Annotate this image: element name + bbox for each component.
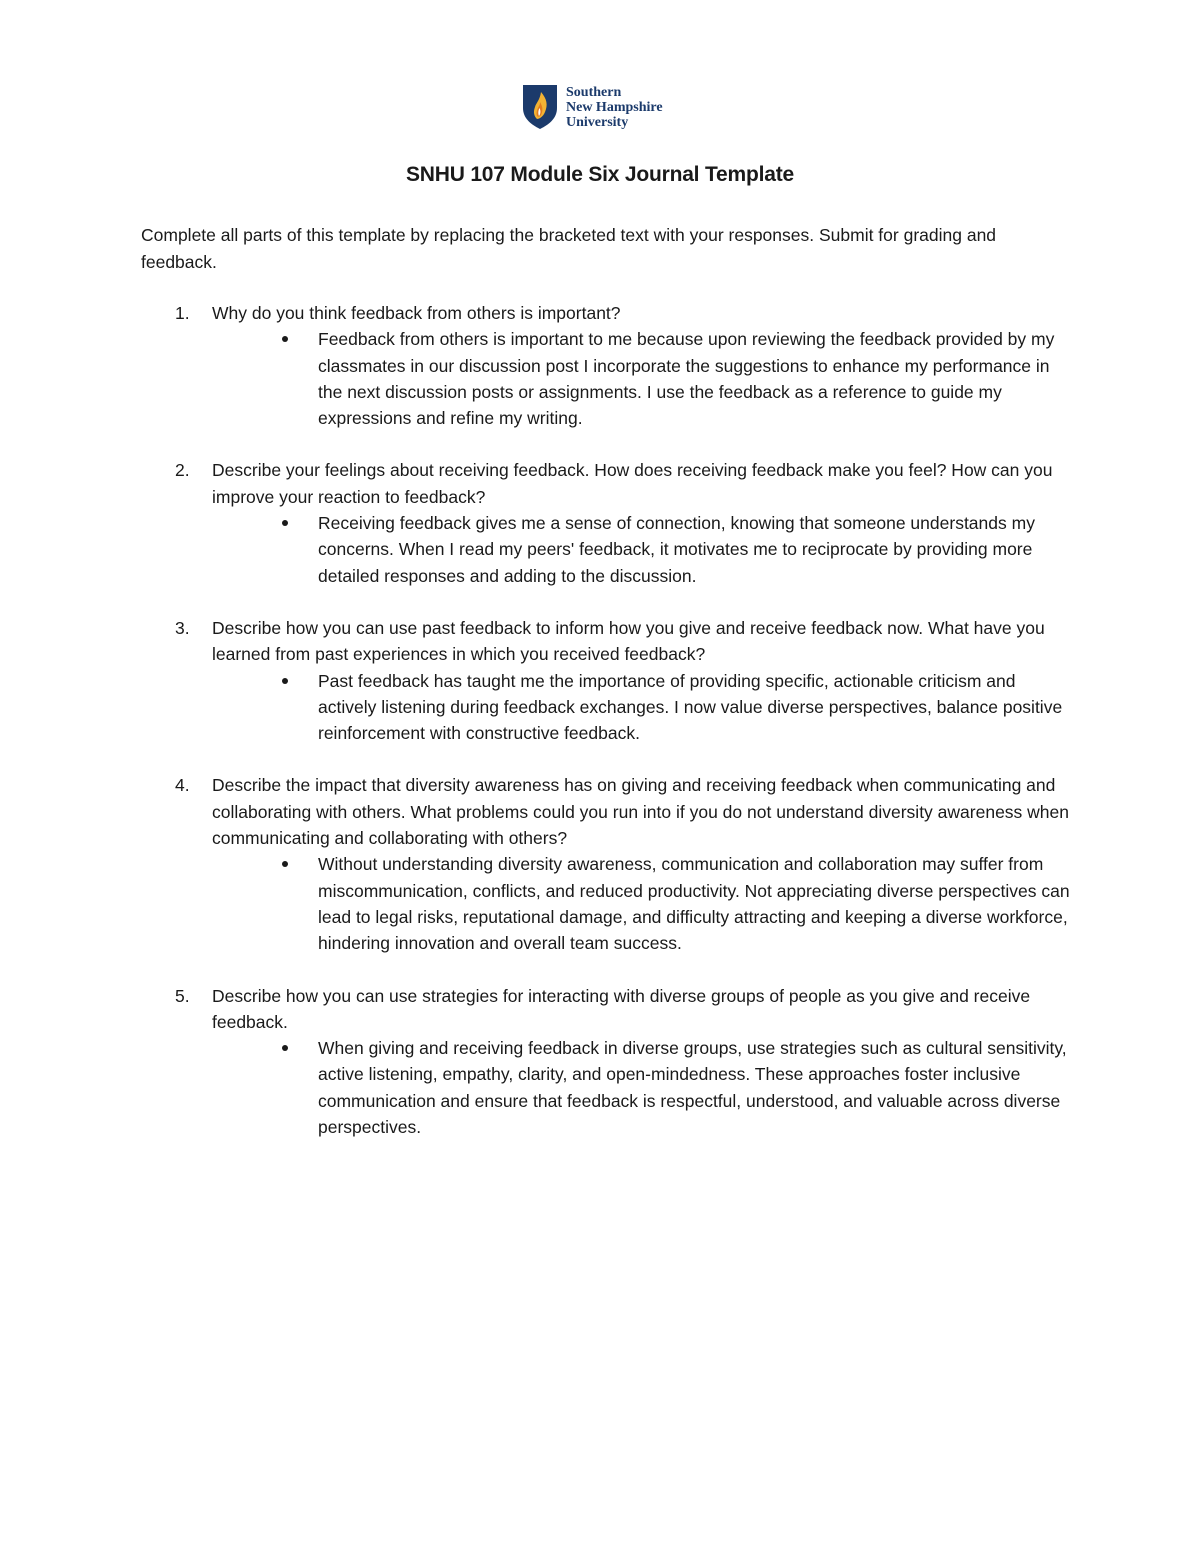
logo-line: New Hampshire bbox=[566, 100, 663, 115]
question-text: Describe how you can use strategies for interacting with diverse groups of people as you give and receive feedback. bbox=[212, 985, 1031, 1032]
answer-text: When giving and receiving feedback in diverse groups, use strategies such as cultural sensitivity, active listening, empathy, clarity, and open-mindedness. These approaches foster inclusive communication and ensure that feedback is respectful, understood, and valuable across diverse perspectives. bbox=[318, 1038, 1067, 1138]
answer-item bbox=[212, 1035, 1071, 1140]
question-list bbox=[141, 300, 1071, 1166]
question-text: Why do you think feedback from others is important? bbox=[212, 303, 621, 323]
answer-item bbox=[212, 510, 1071, 589]
question-number: 5. bbox=[175, 985, 190, 1006]
bullet-icon bbox=[282, 678, 288, 684]
question-item bbox=[141, 772, 1071, 956]
answer-list bbox=[212, 668, 1071, 747]
question-item bbox=[141, 983, 1071, 1141]
answer-item bbox=[212, 326, 1071, 431]
answer-list bbox=[212, 851, 1071, 956]
question-number: 2. bbox=[175, 460, 190, 481]
question-item bbox=[141, 300, 1071, 431]
logo-line: Southern bbox=[566, 85, 622, 100]
logo-line: University bbox=[566, 115, 629, 130]
shield-flame-icon bbox=[522, 84, 558, 130]
question-item bbox=[141, 457, 1071, 588]
question-number: 1. bbox=[175, 303, 190, 323]
logo-wordmark bbox=[566, 85, 663, 130]
question-text: Describe the impact that diversity awareness has on giving and receiving feedback when communicating and collaborating with others. What problems could you run into if you do not understand diversity awareness when communicating and collaborating with others? bbox=[212, 775, 1069, 849]
bullet-icon bbox=[282, 1045, 288, 1051]
bullet-icon bbox=[282, 520, 288, 526]
university-logo bbox=[522, 84, 663, 130]
answer-text: Receiving feedback gives me a sense of connection, knowing that someone understands my concerns. When I read my peers' feedback, it motivates me to reciprocate by providing more detailed responses and adding to the discussion. bbox=[318, 513, 1035, 586]
answer-list bbox=[212, 510, 1071, 589]
question-number: 3. bbox=[175, 617, 190, 638]
instructions-paragraph: Complete all parts of this template by replacing the bracketed text with your responses. Submit for grading and feedback. bbox=[141, 225, 997, 272]
question-item bbox=[141, 615, 1071, 746]
question-number: 4. bbox=[175, 775, 190, 796]
document-title: SNHU 107 Module Six Journal Template bbox=[405, 163, 794, 186]
bullet-icon bbox=[282, 861, 288, 867]
answer-text: Without understanding diversity awareness, communication and collaboration may suffer from miscommunication, conflicts, and reduced productivity. Not appreciating diverse perspectives can lead to legal risks, reputational damage, and difficulty attracting and keeping a diverse workforce, hindering innovation and overall team success. bbox=[318, 854, 1070, 954]
question-text: Describe your feelings about receiving feedback. How does receiving feedback make you feel? How can you improve your reaction to feedback? bbox=[212, 460, 1053, 507]
answer-text: Past feedback has taught me the importance of providing specific, actionable criticism and actively listening during feedback exchanges. I now value diverse perspectives, balance positive reinforcement with constructive feedback. bbox=[318, 670, 1063, 744]
answer-item bbox=[212, 851, 1071, 956]
answer-text: Feedback from others is important to me because upon reviewing the feedback provided by my classmates in our discussion post I incorporate the suggestions to enhance my performance in the next discussion posts or assignments. I use the feedback as a reference to guide my expressions and refine my writing. bbox=[318, 329, 1055, 429]
answer-list bbox=[212, 1035, 1071, 1140]
bullet-icon bbox=[282, 336, 288, 342]
answer-list bbox=[212, 326, 1071, 431]
question-text: Describe how you can use past feedback to inform how you give and receive feedback now. What have you learned from past experiences in which you received feedback? bbox=[212, 617, 1045, 665]
answer-item bbox=[212, 668, 1071, 747]
